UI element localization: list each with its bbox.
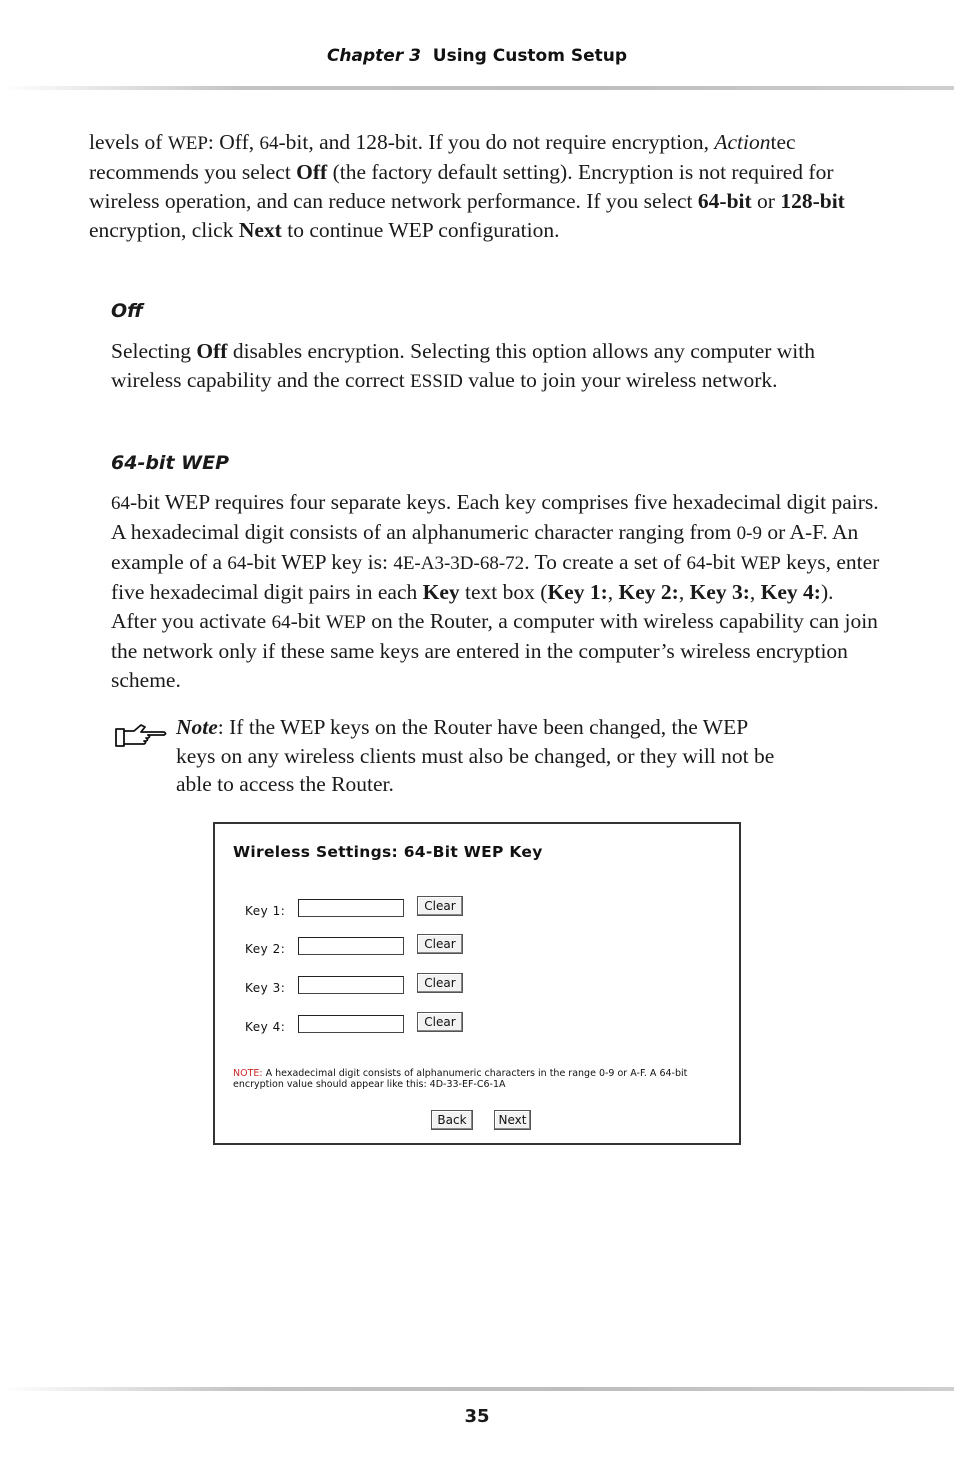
note-label: Note bbox=[176, 715, 218, 739]
page-header bbox=[0, 46, 954, 66]
off-heading: Off bbox=[111, 300, 143, 322]
back-button[interactable]: Back bbox=[431, 1110, 473, 1130]
key-2-clear-button[interactable]: Clear bbox=[417, 934, 463, 954]
key-row-4 bbox=[245, 1014, 685, 1038]
header-rule bbox=[0, 86, 954, 90]
key-3-input[interactable] bbox=[298, 976, 404, 994]
chapter-title: Using Custom Setup bbox=[432, 46, 628, 66]
screenshot-note-label: NOTE: bbox=[233, 1068, 263, 1079]
key-4-clear-button[interactable]: Clear bbox=[417, 1012, 463, 1032]
page-number: 35 bbox=[464, 1406, 490, 1427]
screenshot-title: Wireless Settings: 64-Bit WEP Key bbox=[233, 843, 543, 861]
off-paragraph: Selecting Off disables encryption. Selecting this option allows any computer with wireless capability and the correct ESSID value to join your wireless network. bbox=[111, 339, 816, 392]
key-3-label: Key 3: bbox=[245, 981, 286, 995]
wep64-heading: 64-bit WEP bbox=[111, 452, 229, 474]
wep-key-screenshot bbox=[213, 822, 741, 1145]
note-text: Note: If the WEP keys on the Router have been changed, the WEP keys on any wireless clients must also be changed, or they will not be able to access the Router. bbox=[176, 715, 775, 796]
intro-paragraph: levels of WEP: Off, 64-bit, and 128-bit. If you do not require encryption, Actiontec recommends you select Off (the factory default setting). Encryption is not required for wireless operation, and can reduce network performance. If you select 64-bit or 128-bit encryption, click Next to continue WEP configuration. bbox=[89, 130, 845, 242]
pointing-hand-icon bbox=[114, 720, 170, 750]
chapter-label: Chapter 3 bbox=[326, 46, 421, 66]
key-2-input[interactable] bbox=[298, 937, 404, 955]
key-row-3 bbox=[245, 975, 685, 999]
key-row-1 bbox=[245, 898, 685, 922]
key-3-clear-button[interactable]: Clear bbox=[417, 973, 463, 993]
footer-rule bbox=[0, 1387, 954, 1391]
key-2-label: Key 2: bbox=[245, 942, 286, 956]
key-1-clear-button[interactable]: Clear bbox=[417, 896, 463, 916]
key-1-input[interactable] bbox=[298, 899, 404, 917]
next-button[interactable]: Next bbox=[494, 1110, 531, 1130]
screenshot-note: NOTE: A hexadecimal digit consists of alphanumeric characters in the range 0-9 or A-F. A 64-bit encryption value should appear like this: 4D-33-EF-C6-1A bbox=[233, 1068, 688, 1090]
key-4-input[interactable] bbox=[298, 1015, 404, 1033]
key-1-label: Key 1: bbox=[245, 904, 286, 918]
wep64-paragraph: 64-bit WEP requires four separate keys. Each key comprises five hexadecimal digit pairs. A hexadecimal digit consists of an alphanumeric character ranging from 0-9 or A-F. An example of a 64-bit WEP key is: 4E-A3-3D-68-72. To create a set of 64-bit WEP keys, enter five hexadecimal digit pairs in each Key text box (Key 1:, Key 2:, Key 3:, Key 4:). After you activate 64-bit WEP on the Router, a computer with wireless capability can join the network only if these same keys are entered in the computer’s wireless encryption scheme. bbox=[111, 490, 880, 692]
key-row-2 bbox=[245, 936, 685, 960]
key-4-label: Key 4: bbox=[245, 1020, 286, 1034]
